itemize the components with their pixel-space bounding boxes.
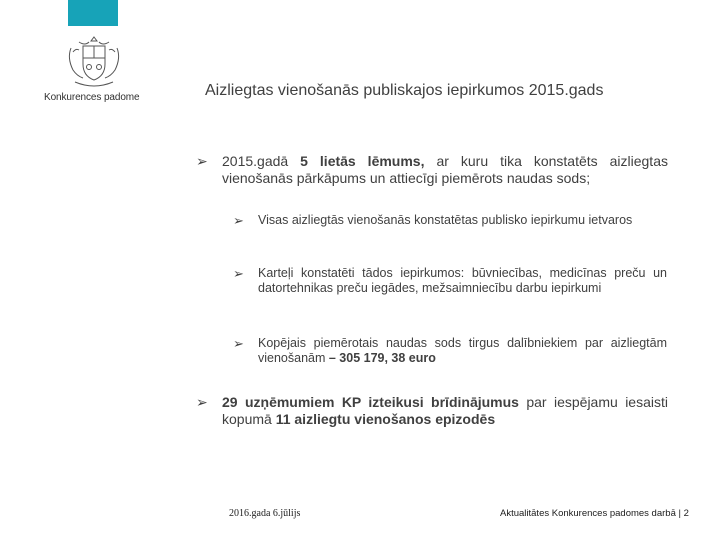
bullet-text: Kopējais piemērotais naudas sods tirgus dalībniekiem par aizliegtām vienošanām – 305 179, 38 euro [258, 336, 667, 365]
bullet-text: Visas aizliegtās vienošanās konstatētas publisko iepirkumu ietvaros [258, 213, 633, 227]
logo [44, 34, 144, 106]
coat-of-arms-icon [65, 34, 123, 90]
footer-caption: Aktualitātes Konkurences padomes darbā | 2 [500, 508, 689, 519]
arrow-bullet-icon: ➢ [233, 336, 244, 351]
top-accent-bar [68, 0, 118, 26]
bullet-cartels [233, 266, 667, 296]
arrow-bullet-icon: ➢ [196, 394, 208, 410]
bullet-public-procurement [233, 213, 667, 228]
arrow-bullet-icon: ➢ [196, 153, 208, 169]
bullet-text: 29 uzņēmumiem KP izteikusi brīdinājumus par iespējamu iesaisti kopumā 11 aizliegtu vienošanos epizodēs [222, 394, 668, 427]
bullet-fines [233, 336, 667, 366]
logo-text: Konkurences padome [44, 92, 140, 103]
bullet-text: 2015.gadā 5 lietās lēmums, ar kuru tika konstatēts aizliegtas vienošanās pārkāpums un attiecīgi piemērots naudas sods; [222, 153, 668, 186]
bullet-warnings [196, 394, 668, 428]
bullet-decisions [196, 153, 668, 187]
slide-title: Aizliegtas vienošanās publiskajos iepirkumos 2015.gads [205, 82, 604, 99]
arrow-bullet-icon: ➢ [233, 266, 244, 281]
bullet-text: Karteļi konstatēti tādos iepirkumos: būvniecības, medicīnas preču un datortehnikas preču iegādes, mežsaimniecību darbu iepirkumi [258, 266, 667, 295]
arrow-bullet-icon: ➢ [233, 213, 244, 228]
footer-date: 2016.gada 6.jūlijs [229, 508, 301, 519]
